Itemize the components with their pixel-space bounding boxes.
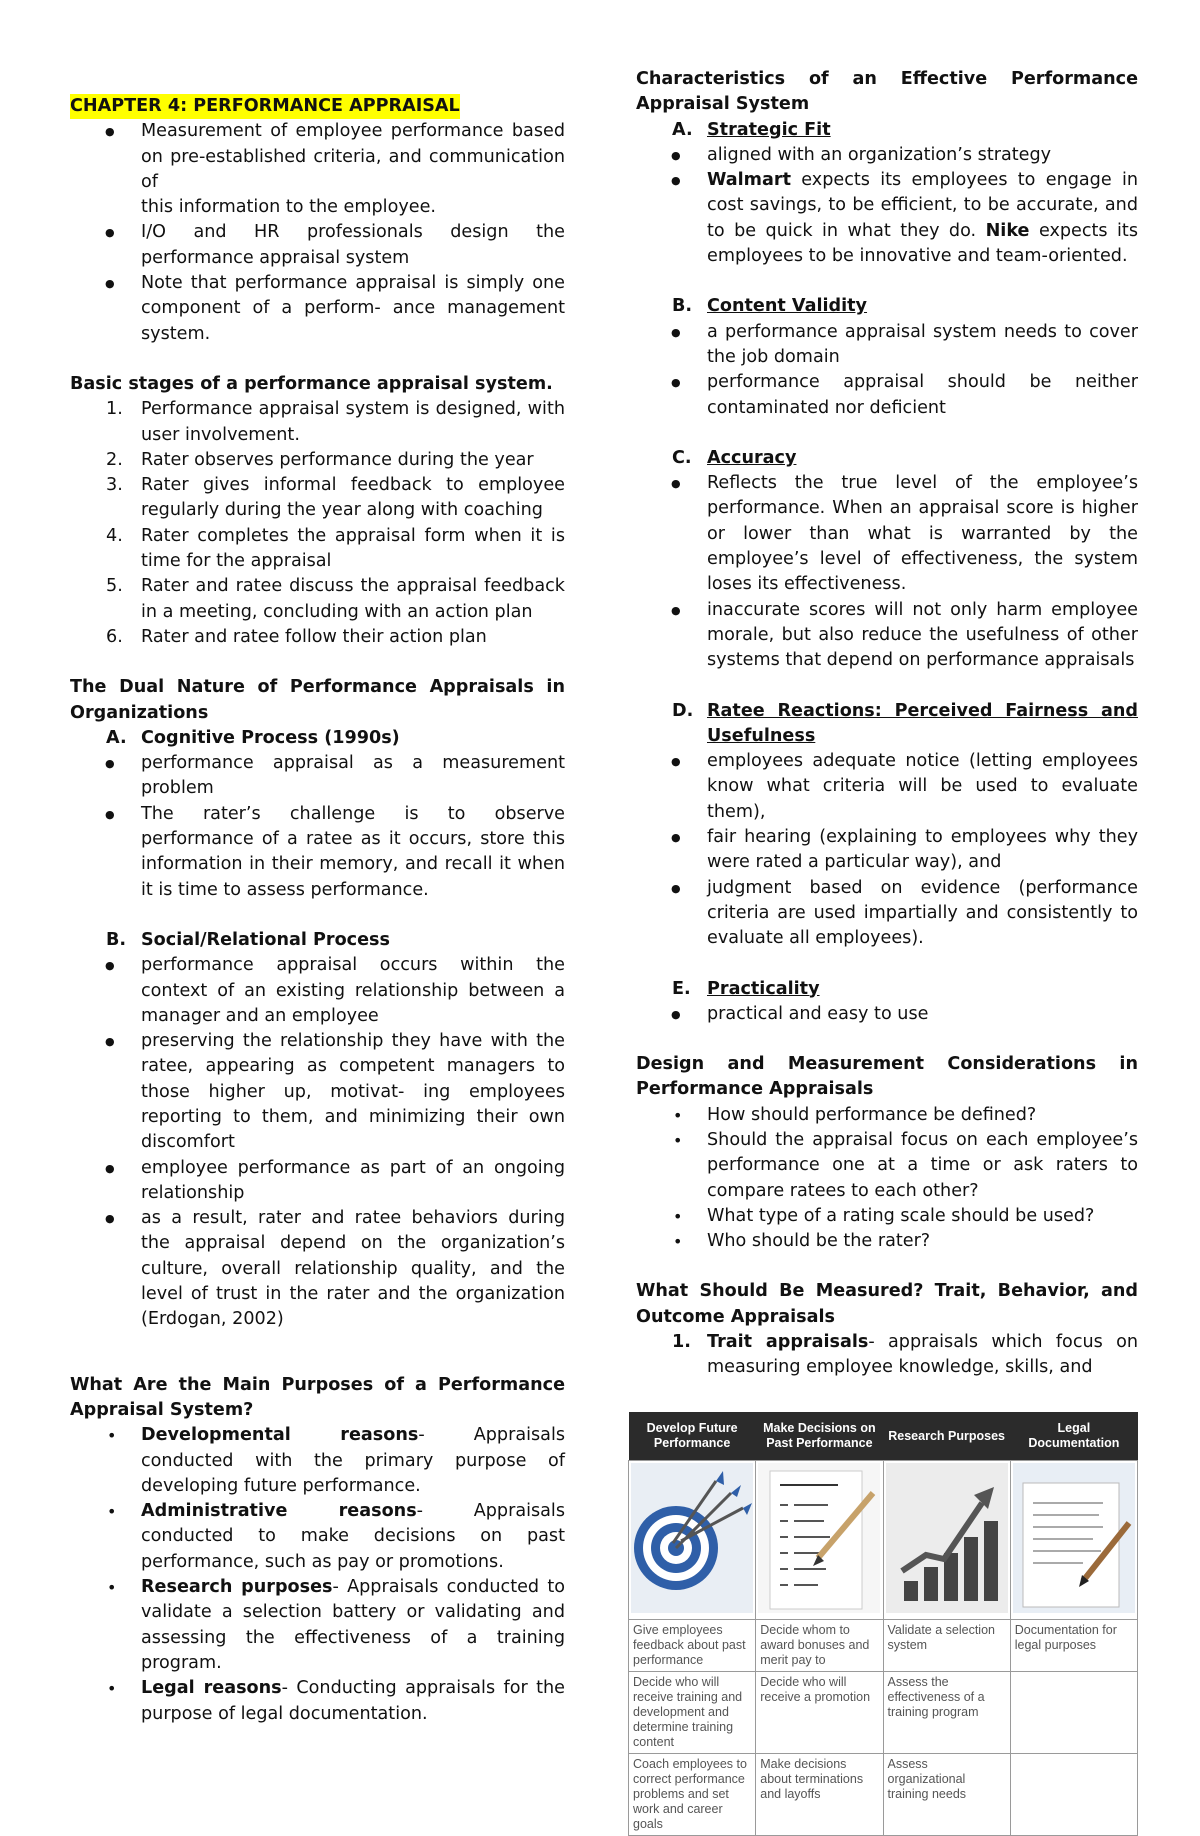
legal-document-icon (1010, 1461, 1137, 1620)
table-header: Develop Future Performance (629, 1412, 756, 1461)
left-column (70, 94, 565, 1727)
table-cell: Make decisions about terminations and layoffs (756, 1754, 883, 1836)
dual-nature-heading: The Dual Nature of Performance Appraisals in Organizations (70, 677, 565, 723)
purpose-item: • Developmental reasons- Appraisals conducted with the primary purpose of developing future performance. (70, 1423, 565, 1499)
stages-heading: Basic stages of a performance appraisal system. (70, 373, 553, 394)
design-bullet: • How should performance be defined? (636, 1103, 1138, 1128)
purpose-item: • Administrative reasons- Appraisals conducted to make decisions on past performance, such as pay or promotions. (70, 1499, 565, 1575)
accuracy-title: C. Accuracy (672, 447, 797, 468)
design-heading: Design and Measurement Considerations in Performance Appraisals (636, 1054, 1138, 1100)
stage-item: 6. Rater and ratee follow their action plan (106, 626, 487, 647)
social-bullet: ● performance appraisal occurs within the context of an existing relationship between a manager and an employee (70, 953, 565, 1029)
strategic-fit-bullet: ● Walmart expects its employees to engage in cost savings, to be efficient, to be accurate, and to be quick in what they do. Nike expects its employees to be innovative and team-oriented. (636, 168, 1138, 269)
strategic-fit-bullet: ● aligned with an organization’s strategy (636, 143, 1138, 168)
what-measured-heading: What Should Be Measured? Trait, Behavior, and Outcome Appraisals (636, 1281, 1138, 1327)
table-header: Make Decisions on Past Performance (756, 1412, 883, 1461)
ratee-reactions-bullet: ● judgment based on evidence (performance criteria are used impartially and consistently to evaluate all employees). (636, 876, 1138, 952)
cognitive-process-title: A. Cognitive Process (1990s) (106, 727, 400, 748)
accuracy-bullet: ● Reflects the true level of the employee’s performance. When an appraisal score is higher or lower than what is warranted by the employee’s level of effectiveness, the system loses its effectiveness. (636, 471, 1138, 597)
chapter-title: CHAPTER 4: PERFORMANCE APPRAISAL (70, 94, 460, 119)
stage-item: 2. Rater observes performance during the year (106, 449, 534, 470)
intro-bullet: ● Note that performance appraisal is simply one component of a perform- ance management system. (70, 271, 565, 347)
design-bullet: • Who should be the rater? (636, 1229, 1138, 1254)
intro-bullet: ● I/O and HR professionals design the performance appraisal system (70, 220, 565, 271)
purpose-item: • Legal reasons- Conducting appraisals for the purpose of legal documentation. (70, 1676, 565, 1727)
cognitive-bullet: ● performance appraisal as a measurement problem (70, 751, 565, 802)
social-bullet: ● as a result, rater and ratee behaviors during the appraisal depend on the organization’s culture, overall relationship quality, and the level of trust in the rater and the organization (Erdogan, 2002) (70, 1206, 565, 1332)
ratee-reactions-title: D. Ratee Reactions: Perceived Fairness and Usefulness (672, 700, 1138, 746)
ratee-reactions-bullet: ● employees adequate notice (letting employees know what criteria will be used to evaluate them), (636, 749, 1138, 825)
trait-appraisals-item: 1. Trait appraisals- appraisals which focus on measuring employee knowledge, skills, and (672, 1332, 1139, 1378)
right-column (636, 67, 1138, 1381)
table-cell: Decide whom to award bonuses and merit pay to (756, 1620, 883, 1672)
stage-item: 4. Rater completes the appraisal form when it is time for the appraisal (106, 525, 565, 572)
characteristics-heading: Characteristics of an Effective Performance Appraisal System (636, 69, 1138, 115)
social-process-title: B. Social/Relational Process (106, 929, 390, 950)
target-icon (629, 1461, 756, 1620)
design-bullet: • Should the appraisal focus on each employee’s performance one at a time or ask raters to compare ratees to each other? (636, 1128, 1138, 1204)
table-row (629, 1620, 1138, 1672)
intro-bullet: ● Measurement of employee performance based on pre-established criteria, and communication of (70, 119, 565, 195)
table-cell: Coach employees to correct performance problems and set work and career goals (629, 1754, 756, 1836)
table-row (629, 1672, 1138, 1754)
social-bullet: ● preserving the relationship they have with the ratee, appearing as competent managers to those higher up, motivat- ing employees reporting to them, and minimizing their own discomfort (70, 1029, 565, 1155)
table-cell: Decide who will receive a promotion (756, 1672, 883, 1754)
content-validity-bullet: ● a performance appraisal system needs to cover the job domain (636, 320, 1138, 371)
employee-evaluation-icon (756, 1461, 883, 1620)
stage-item: 5. Rater and ratee discuss the appraisal feedback in a meeting, concluding with an action plan (106, 576, 565, 622)
table-cell: Validate a selection system (883, 1620, 1010, 1672)
target-icon (631, 1463, 753, 1613)
purpose-item: • Research purposes- Appraisals conducted to validate a selection battery or validating and assessing the effectiveness of a training program. (70, 1575, 565, 1676)
content-validity-bullet: ● performance appraisal should be neither contaminated nor deficient (636, 370, 1138, 421)
table-header: Research Purposes (883, 1412, 1010, 1461)
ratee-reactions-bullet: ● fair hearing (explaining to employees why they were rated a particular way), and (636, 825, 1138, 876)
stage-item: 3. Rater gives informal feedback to employee regularly during the year along with coaching (106, 475, 565, 521)
social-bullet: ● employee performance as part of an ongoing relationship (70, 1156, 565, 1207)
table-header-row (629, 1412, 1138, 1461)
table-cell: Give employees feedback about past performance (629, 1620, 756, 1672)
content-validity-title: B. Content Validity (672, 296, 868, 317)
table-cell (1010, 1672, 1137, 1754)
table-header: Legal Documentation (1010, 1412, 1137, 1461)
table-cell: Decide who will receive training and development and determine training content (629, 1672, 756, 1754)
table-image-row (629, 1461, 1138, 1620)
cognitive-bullet: ● The rater’s challenge is to observe performance of a ratee as it occurs, store this information in their memory, and recall it when it is time to assess performance. (70, 802, 565, 903)
table-cell: Documentation for legal purposes (1010, 1620, 1137, 1672)
stage-item: 1. Performance appraisal system is designed, with user involvement. (106, 399, 565, 445)
table-cell (1010, 1754, 1137, 1836)
strategic-fit-title: A. Strategic Fit (672, 119, 831, 140)
appraisal-purposes-table (628, 1412, 1138, 1836)
purposes-heading: What Are the Main Purposes of a Performance Appraisal System? (70, 1374, 565, 1420)
design-bullet: • What type of a rating scale should be used? (636, 1204, 1138, 1229)
practicality-title: E. Practicality (672, 978, 820, 999)
table-cell: Assess the effectiveness of a training program (883, 1672, 1010, 1754)
intro-continuation: this information to the employee. (141, 197, 436, 218)
table-row (629, 1754, 1138, 1836)
practicality-bullet: ● practical and easy to use (636, 1002, 1138, 1027)
table-cell: Assess organizational training needs (883, 1754, 1010, 1836)
growth-chart-icon (883, 1461, 1010, 1620)
accuracy-bullet: ● inaccurate scores will not only harm employee morale, but also reduce the usefulness of other systems that depend on performance appraisals (636, 598, 1138, 674)
